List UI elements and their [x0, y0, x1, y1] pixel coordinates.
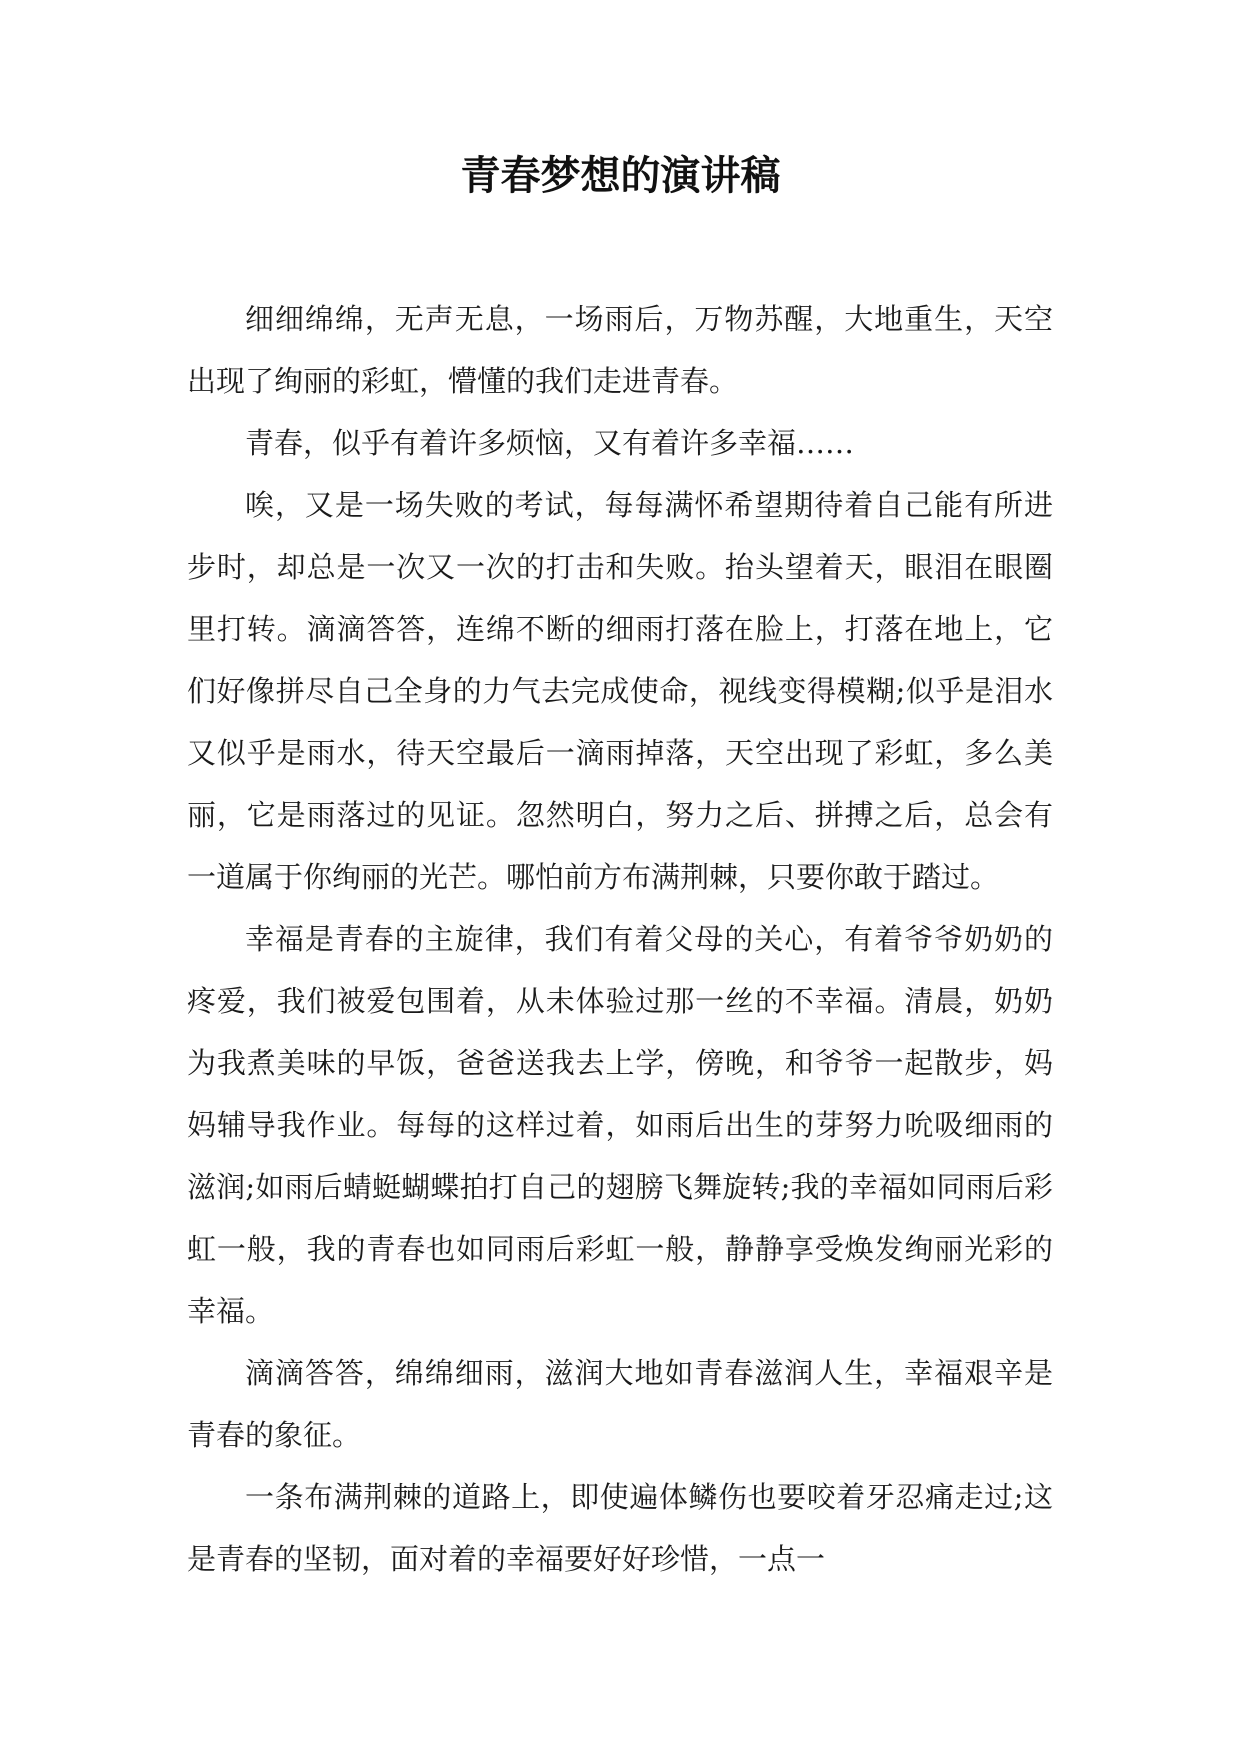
document-body — [187, 288, 1053, 1590]
paragraph: 一条布满荆棘的道路上，即使遍体鳞伤也要咬着牙忍痛走过;这是青春的坚韧，面对着的幸福要好好珍惜，一点一 — [187, 1480, 1053, 1576]
document-title: 青春梦想的演讲稿 — [460, 153, 781, 199]
paragraph: 青春，似乎有着许多烦恼，又有着许多幸福…… — [245, 426, 855, 460]
paragraph: 唉，又是一场失败的考试，每每满怀希望期待着自己能有所进步时，却总是一次又一次的打击和失败。抬头望着天，眼泪在眼圈里打转。滴滴答答，连绵不断的细雨打落在脸上，打落在地上，它们好像拼尽自己全身的力气去完成使命，视线变得模糊;似乎是泪水又似乎是雨水，待天空最后一滴雨掉落，天空出现了彩虹，多么美丽，它是雨落过的见证。忽然明白，努力之后、拼搏之后，总会有一道属于你绚丽的光芒。哪怕前方布满荆棘，只要你敢于踏过。 — [187, 488, 1053, 894]
paragraph: 滴滴答答，绵绵细雨，滋润大地如青春滋润人生，幸福艰辛是青春的象征。 — [187, 1356, 1053, 1452]
paragraph: 幸福是青春的主旋律，我们有着父母的关心，有着爷爷奶奶的疼爱，我们被爱包围着，从未体验过那一丝的不幸福。清晨，奶奶为我煮美味的早饭，爸爸送我去上学，傍晚，和爷爷一起散步，妈妈辅导我作业。每每的这样过着，如雨后出生的芽努力吮吸细雨的滋润;如雨后蜻蜓蝴蝶拍打自己的翅膀飞舞旋转;我的幸福如同雨后彩虹一般，我的青春也如同雨后彩虹一般，静静享受焕发绚丽光彩的幸福。 — [187, 922, 1053, 1328]
paragraph: 细细绵绵，无声无息，一场雨后，万物苏醒，大地重生，天空出现了绚丽的彩虹，懵懂的我们走进青春。 — [187, 302, 1053, 398]
